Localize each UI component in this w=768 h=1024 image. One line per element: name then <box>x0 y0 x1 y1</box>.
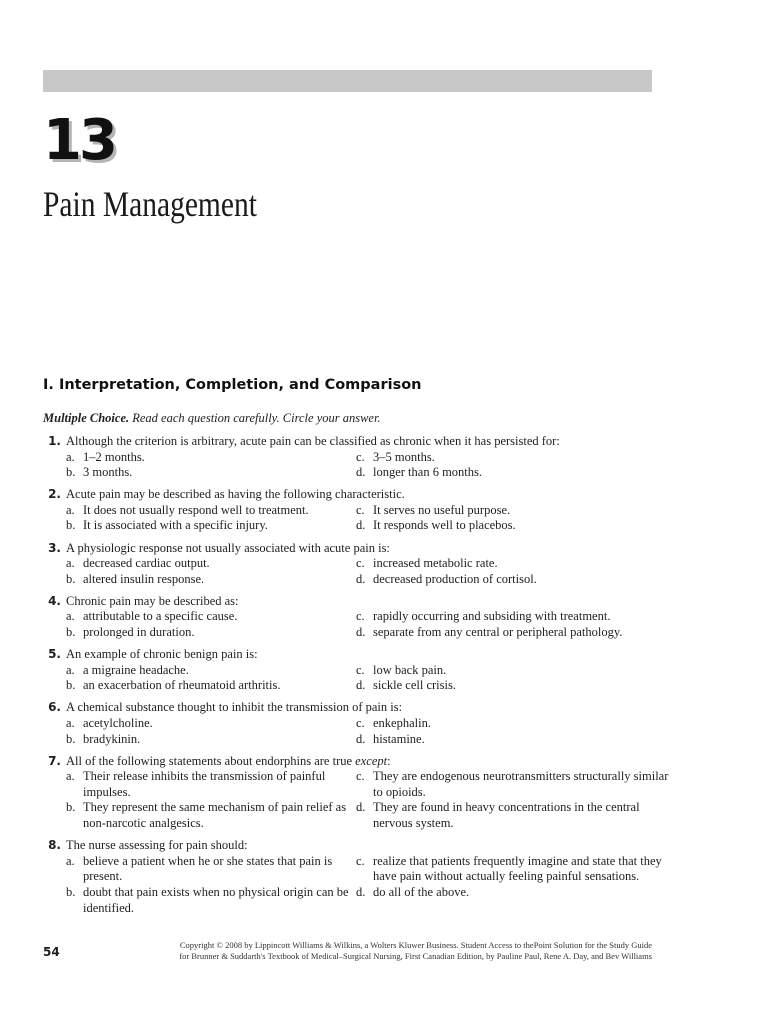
option-text: acetylcholine. <box>83 716 153 730</box>
instructions <box>43 411 381 426</box>
option-letter: d. <box>356 518 366 533</box>
answer-option <box>356 625 676 641</box>
question-item <box>43 594 658 641</box>
copyright-line-2: for Brunner & Suddarth's Textbook of Medical–Surgical Nursing, First Canadian Edition, by Pauline Paul, Rene A. Day, and Bev Williams <box>179 950 652 961</box>
answer-options <box>66 663 658 694</box>
answer-option <box>356 769 676 800</box>
question-stem <box>43 541 658 557</box>
option-text: It does not usually respond well to treatment. <box>83 502 309 517</box>
answer-option <box>66 450 356 466</box>
answer-option <box>356 503 676 519</box>
option-text: prolonged in duration. <box>83 625 195 640</box>
question-item <box>43 487 658 534</box>
answer-option <box>66 663 356 679</box>
question-number: 3. <box>48 540 61 555</box>
option-text: histamine. <box>373 731 425 746</box>
answer-option <box>356 732 676 748</box>
option-text: enkephalin. <box>373 716 431 730</box>
option-text: decreased production of cortisol. <box>373 571 537 586</box>
question-text: Although the criterion is arbitrary, acute pain can be classified as chronic when it has persisted for: <box>66 434 560 448</box>
question-text: Chronic pain may be described as: <box>66 593 239 608</box>
answer-option <box>356 518 676 534</box>
option-letter: c. <box>356 769 365 784</box>
option-text: believe a patient when he or she states that pain is present. <box>83 853 333 884</box>
copyright-line-1: Copyright © 2008 by Lippincott Williams & Wilkins, a Wolters Kluwer Business. Student Access to thePoint Solution for the Study Guide <box>179 940 652 950</box>
answer-options <box>66 716 658 747</box>
answer-option <box>66 800 356 831</box>
option-text: 3–5 months. <box>373 449 435 464</box>
option-text: 1–2 months. <box>83 449 145 464</box>
answer-option <box>356 572 676 588</box>
answer-options <box>66 556 658 587</box>
answer-option <box>66 885 356 916</box>
option-letter: d. <box>356 465 366 480</box>
question-item <box>43 700 658 747</box>
option-letter: b. <box>66 731 76 746</box>
option-letter: b. <box>66 518 76 533</box>
option-text: They are endogenous neurotransmitters structurally similar to opioids. <box>373 769 669 799</box>
answer-option <box>356 716 676 732</box>
answer-option <box>66 503 356 519</box>
option-text: an exacerbation of rheumatoid arthritis. <box>83 678 281 693</box>
question-text: An example of chronic benign pain is: <box>66 647 258 662</box>
option-letter: a. <box>66 449 75 464</box>
option-letter: b. <box>66 800 76 815</box>
question-text: All of the following statements about endorphins are true <box>66 753 356 768</box>
answer-option <box>66 556 356 572</box>
option-text: It is associated with a specific injury. <box>83 518 268 533</box>
question-text-end: : <box>387 753 391 768</box>
answer-options <box>66 503 658 534</box>
option-text: increased metabolic rate. <box>373 556 498 571</box>
question-text: A chemical substance thought to inhibit the transmission of pain is: <box>66 700 403 715</box>
option-letter: c. <box>356 502 365 517</box>
question-emphasis: except <box>355 753 388 768</box>
answer-option <box>356 678 676 694</box>
question-number: 6. <box>48 700 61 715</box>
chapter-header-bar <box>43 70 652 92</box>
question-text: The nurse assessing for pain should: <box>66 838 248 853</box>
answer-options <box>66 609 658 640</box>
option-letter: a. <box>66 769 75 784</box>
option-text: sickle cell crisis. <box>373 678 456 693</box>
answer-option <box>356 465 676 481</box>
option-letter: c. <box>356 556 365 571</box>
option-letter: c. <box>356 716 365 730</box>
option-text: Their release inhibits the transmission of painful impulses. <box>83 769 326 799</box>
option-text: They are found in heavy concentrations in the central nervous system. <box>373 800 640 831</box>
option-letter: b. <box>66 571 76 586</box>
option-text: do all of the above. <box>373 884 470 899</box>
question-number: 7. <box>48 753 61 768</box>
answer-option <box>66 732 356 748</box>
question-item <box>43 838 662 916</box>
option-letter: a. <box>66 853 75 868</box>
option-text: doubt that pain exists when no physical origin can be identified. <box>83 884 349 915</box>
option-text: They represent the same mechanism of pain relief as non-narcotic analgesics. <box>83 800 347 831</box>
question-number: 8. <box>48 838 61 853</box>
answer-options <box>66 769 669 831</box>
answer-option <box>66 465 356 481</box>
answer-option <box>66 572 356 588</box>
option-letter: d. <box>356 800 366 815</box>
copyright-notice <box>110 940 652 961</box>
option-letter: a. <box>66 502 75 517</box>
option-letter: b. <box>66 625 76 640</box>
option-letter: a. <box>66 556 75 571</box>
option-letter: c. <box>356 609 365 624</box>
answer-options <box>66 450 658 481</box>
option-letter: c. <box>356 853 365 868</box>
option-text: bradykinin. <box>83 731 141 746</box>
option-letter: b. <box>66 465 76 480</box>
option-text: 3 months. <box>83 465 133 480</box>
option-text: low back pain. <box>373 662 447 677</box>
answer-option <box>356 854 676 885</box>
page-number: 54 <box>43 945 60 959</box>
question-item <box>43 753 669 832</box>
option-letter: b. <box>66 884 76 899</box>
answer-option <box>66 518 356 534</box>
answer-option <box>66 854 356 885</box>
option-letter: d. <box>356 731 366 746</box>
option-letter: a. <box>66 662 75 677</box>
question-text: Acute pain may be described as having the following characteristic. <box>66 487 405 502</box>
section-heading: I. Interpretation, Completion, and Comparison <box>43 377 422 393</box>
chapter-title: Pain Management <box>43 184 257 224</box>
question-item <box>43 434 658 481</box>
option-letter: c. <box>356 449 365 464</box>
option-letter: d. <box>356 571 366 586</box>
instruction-label: Multiple Choice. <box>43 411 130 425</box>
option-text: realize that patients frequently imagine and state that they have pain without actually feeling painful sensations. <box>373 853 662 884</box>
option-letter: d. <box>356 678 366 693</box>
answer-option <box>356 609 676 625</box>
option-text: longer than 6 months. <box>373 465 483 480</box>
question-item <box>43 647 658 694</box>
question-number: 2. <box>48 487 61 502</box>
option-letter: c. <box>356 662 365 677</box>
option-letter: a. <box>66 716 75 730</box>
question-number: 1. <box>48 434 61 448</box>
answer-option <box>66 609 356 625</box>
answer-option <box>356 885 676 916</box>
question-list <box>43 434 669 923</box>
question-text: A physiologic response not usually associated with acute pain is: <box>66 540 390 555</box>
question-stem <box>43 647 658 663</box>
answer-option <box>356 800 676 831</box>
option-text: altered insulin response. <box>83 571 205 586</box>
question-item <box>43 541 658 588</box>
option-letter: a. <box>66 609 75 624</box>
answer-option <box>66 678 356 694</box>
question-stem <box>43 594 658 610</box>
question-stem <box>43 434 658 450</box>
question-number: 5. <box>48 647 61 662</box>
answer-options <box>66 853 662 916</box>
answer-option <box>356 450 676 466</box>
answer-option <box>356 556 676 572</box>
answer-option <box>356 663 676 679</box>
answer-option <box>66 769 356 800</box>
option-text: separate from any central or peripheral pathology. <box>373 625 623 640</box>
question-number: 4. <box>48 593 61 608</box>
option-letter: d. <box>356 884 366 899</box>
answer-option <box>66 625 356 641</box>
option-text: attributable to a specific cause. <box>83 609 238 624</box>
option-text: rapidly occurring and subsiding with treatment. <box>373 609 611 624</box>
question-stem <box>43 838 658 854</box>
option-text: It serves no useful purpose. <box>373 502 511 517</box>
option-text: It responds well to placebos. <box>373 518 516 533</box>
instruction-text: Read each question carefully. Circle your answer. <box>129 411 381 425</box>
question-stem <box>43 700 658 716</box>
option-text: decreased cardiac output. <box>83 556 210 571</box>
question-stem <box>43 754 658 770</box>
option-text: a migraine headache. <box>83 662 189 677</box>
question-stem <box>43 487 658 503</box>
chapter-number: 13 <box>43 108 115 173</box>
option-letter: d. <box>356 625 366 640</box>
answer-option <box>66 716 356 732</box>
option-letter: b. <box>66 678 76 693</box>
